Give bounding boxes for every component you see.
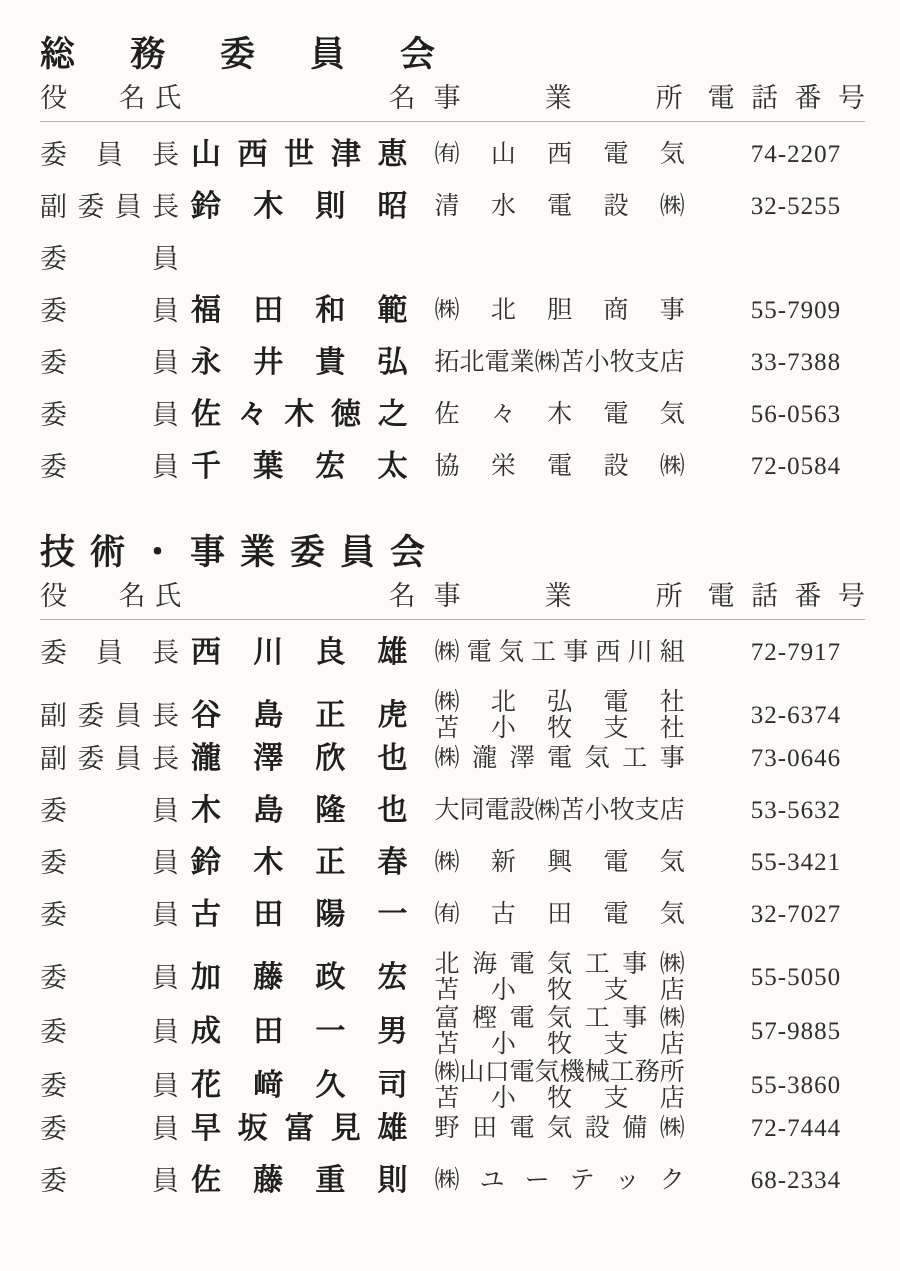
office-line: ㈱ 北 弘 電 社 [434, 689, 685, 716]
role-cell: 委 員 [40, 1017, 180, 1047]
phone-cell: 72-7917 [750, 639, 842, 666]
office-line: ㈲ 山 西 電 気 [434, 141, 685, 168]
name-cell: 古 田 陽 一 [191, 897, 408, 932]
table-row [40, 1060, 865, 1112]
role-cell: 委 員 [40, 244, 180, 274]
table-row [40, 793, 865, 828]
name-cell: 木 島 隆 也 [191, 793, 408, 828]
phone-cell: 32-7027 [750, 901, 842, 928]
office-cell [435, 350, 685, 376]
office-cell [435, 746, 685, 772]
table-row [40, 345, 865, 380]
name-cell: 永 井 貴 弘 [191, 345, 408, 380]
phone-cell: 33-7388 [750, 349, 842, 376]
office-line: ㈱ 新 興 電 気 [434, 849, 685, 876]
office-line: ㈱ 瀧 澤 電 気 工 事 [434, 745, 685, 772]
name-cell: 千 葉 宏 太 [191, 449, 408, 484]
phone-cell: 73-0646 [750, 745, 842, 772]
section-rows [40, 137, 865, 484]
header-name: 氏 名 [154, 83, 416, 113]
name-cell: 山 西 世 津 恵 [191, 137, 408, 172]
table-row [40, 293, 865, 328]
role-cell: 副 委 員 長 [40, 744, 180, 774]
header-office: 事 業 所 [433, 83, 683, 113]
office-line: 大 同 電 設 ㈱ 苫 小 牧 支 店 [434, 797, 685, 824]
name-cell: 加 藤 政 宏 [191, 960, 408, 995]
table-row [40, 690, 865, 742]
name-cell: 佐 々 木 徳 之 [191, 397, 408, 432]
role-cell: 委 員 [40, 900, 180, 930]
role-cell: 委 員 [40, 1114, 180, 1144]
role-cell: 委 員 [40, 963, 180, 993]
office-line: ㈱ 山 口 電 気 機 械 工 務 所 [434, 1059, 685, 1086]
office-cell [435, 1060, 685, 1112]
role-cell: 委 員 [40, 1071, 180, 1101]
office-cell [435, 850, 685, 876]
name-cell: 福 田 和 範 [191, 293, 408, 328]
office-line: 佐 々 木 電 気 [434, 401, 685, 428]
table-row [40, 1006, 865, 1058]
office-cell [435, 402, 685, 428]
phone-cell: 55-5050 [750, 964, 842, 991]
office-cell [435, 194, 685, 220]
phone-cell: 57-9885 [750, 1018, 842, 1045]
phone-cell: 32-6374 [750, 702, 842, 729]
section-title: 技術・事業委員会 [40, 533, 441, 573]
table-row [40, 137, 865, 172]
table-row [40, 189, 865, 224]
office-cell [435, 1168, 685, 1194]
office-line: 拓 北 電 業 ㈱ 苫 小 牧 支 店 [434, 349, 685, 376]
table-row [40, 845, 865, 880]
phone-cell: 74-2207 [750, 141, 842, 168]
name-cell: 西 川 良 雄 [191, 635, 408, 670]
office-line: 苫 小 牧 支 社 [434, 715, 685, 742]
phone-cell: 32-5255 [750, 193, 842, 220]
office-line: 協 栄 電 設 ㈱ [434, 453, 685, 480]
role-cell: 委 員 [40, 348, 180, 378]
office-cell [435, 690, 685, 742]
role-cell: 委 員 [40, 796, 180, 826]
phone-cell: 53-5632 [750, 797, 842, 824]
name-cell: 成 田 一 男 [191, 1014, 408, 1049]
header-office: 事 業 所 [433, 581, 683, 611]
office-cell [435, 952, 685, 1004]
office-line: 野 田 電 気 設 備 ㈱ [434, 1115, 685, 1142]
header-role: 役 名 [40, 83, 146, 113]
office-line: ㈱ 北 胆 商 事 [434, 297, 685, 324]
office-line: 富 樫 電 気 工 事 ㈱ [434, 1005, 685, 1032]
office-line: ㈱ ユ ー テ ッ ク [434, 1167, 685, 1194]
office-cell [435, 142, 685, 168]
office-cell [435, 454, 685, 480]
role-cell: 副 委 員 長 [40, 192, 180, 222]
table-header [40, 83, 865, 122]
role-cell: 委 員 [40, 848, 180, 878]
office-cell [435, 298, 685, 324]
phone-cell: 56-0563 [750, 401, 842, 428]
office-line: 苫 小 牧 支 店 [434, 977, 685, 1004]
office-cell [435, 902, 685, 928]
section-title: 総務委員会 [40, 35, 491, 75]
role-cell: 委 員 長 [40, 638, 180, 668]
name-cell: 鈴 木 則 昭 [191, 189, 408, 224]
table-row [40, 449, 865, 484]
role-cell: 委 員 長 [40, 140, 180, 170]
header-phone: 電 話 番 号 [707, 83, 865, 113]
name-cell: 花 﨑 久 司 [191, 1068, 408, 1103]
phone-cell: 55-3421 [750, 849, 842, 876]
committee-section [40, 34, 865, 482]
section-rows [40, 635, 865, 1198]
role-cell: 委 員 [40, 1166, 180, 1196]
table-row [40, 244, 865, 274]
name-cell: 谷 島 正 虎 [191, 698, 408, 733]
office-line: 苫 小 牧 支 店 [434, 1031, 685, 1058]
header-phone: 電 話 番 号 [707, 581, 865, 611]
name-cell: 鈴 木 正 春 [191, 845, 408, 880]
name-cell: 早 坂 富 見 雄 [191, 1111, 408, 1146]
office-cell [435, 798, 685, 824]
table-row [40, 952, 865, 1004]
committee-section [40, 532, 865, 1196]
table-row [40, 635, 865, 670]
office-cell [435, 1006, 685, 1058]
role-cell: 委 員 [40, 452, 180, 482]
phone-cell: 55-3860 [750, 1072, 842, 1099]
header-name: 氏 名 [154, 581, 416, 611]
office-cell [435, 1116, 685, 1142]
name-cell: 瀧 澤 欣 也 [191, 741, 408, 776]
name-cell: 佐 藤 重 則 [191, 1163, 408, 1198]
office-cell [435, 640, 685, 666]
office-line: 苫 小 牧 支 店 [434, 1085, 685, 1112]
office-line: 清 水 電 設 ㈱ [434, 193, 685, 220]
table-header [40, 581, 865, 620]
phone-cell: 72-7444 [750, 1115, 842, 1142]
role-cell: 委 員 [40, 296, 180, 326]
phone-cell: 72-0584 [750, 453, 842, 480]
table-row [40, 1111, 865, 1146]
table-row [40, 897, 865, 932]
table-row [40, 741, 865, 776]
phone-cell: 55-7909 [750, 297, 842, 324]
phone-cell: 68-2334 [750, 1167, 842, 1194]
table-row [40, 397, 865, 432]
header-role: 役 名 [40, 581, 146, 611]
role-cell: 副 委 員 長 [40, 701, 180, 731]
office-line: ㈱ 電 気 工 事 西 川 組 [434, 639, 685, 666]
table-row [40, 1163, 865, 1198]
office-line: ㈲ 古 田 電 気 [434, 901, 685, 928]
office-line: 北 海 電 気 工 事 ㈱ [434, 951, 685, 978]
role-cell: 委 員 [40, 400, 180, 430]
